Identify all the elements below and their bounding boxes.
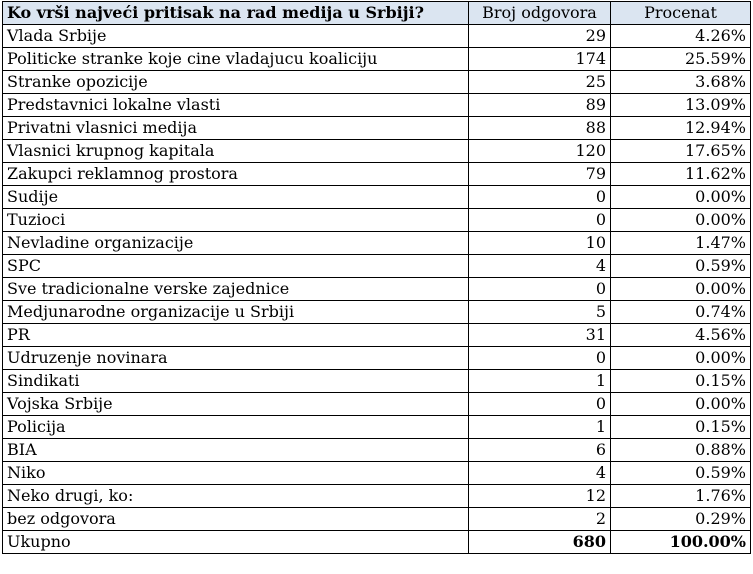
row-label: BIA	[3, 439, 469, 462]
row-count: 0	[469, 393, 611, 416]
row-count: 88	[469, 117, 611, 140]
row-percent: 0.15%	[611, 370, 751, 393]
row-label: Predstavnici lokalne vlasti	[3, 94, 469, 117]
row-percent: 11.62%	[611, 163, 751, 186]
row-label: Vlada Srbije	[3, 25, 469, 48]
row-count: 1	[469, 416, 611, 439]
row-count: 1	[469, 370, 611, 393]
row-percent: 13.09%	[611, 94, 751, 117]
row-label: Politicke stranke koje cine vladajucu koaliciju	[3, 48, 469, 71]
table-row	[3, 209, 751, 232]
row-count: 89	[469, 94, 611, 117]
row-count: 6	[469, 439, 611, 462]
total-count: 680	[469, 531, 611, 554]
row-percent: 0.59%	[611, 462, 751, 485]
header-row	[3, 2, 751, 25]
row-percent: 1.47%	[611, 232, 751, 255]
row-percent: 4.56%	[611, 324, 751, 347]
table-row	[3, 117, 751, 140]
survey-table	[2, 1, 751, 554]
row-count: 10	[469, 232, 611, 255]
row-percent: 17.65%	[611, 140, 751, 163]
row-label: Udruzenje novinara	[3, 347, 469, 370]
total-label: Ukupno	[3, 531, 469, 554]
row-percent: 0.88%	[611, 439, 751, 462]
row-percent: 12.94%	[611, 117, 751, 140]
row-percent: 0.00%	[611, 393, 751, 416]
table-row	[3, 25, 751, 48]
row-count: 12	[469, 485, 611, 508]
table-row	[3, 439, 751, 462]
row-label: Policija	[3, 416, 469, 439]
row-percent: 0.00%	[611, 186, 751, 209]
row-label: Neko drugi, ko:	[3, 485, 469, 508]
table-body	[3, 25, 751, 554]
row-label: Sindikati	[3, 370, 469, 393]
row-label: SPC	[3, 255, 469, 278]
total-row	[3, 531, 751, 554]
row-percent: 4.26%	[611, 25, 751, 48]
row-label: Vojska Srbije	[3, 393, 469, 416]
row-label: Niko	[3, 462, 469, 485]
table-row	[3, 278, 751, 301]
row-label: Vlasnici krupnog kapitala	[3, 140, 469, 163]
table-row	[3, 393, 751, 416]
row-percent: 25.59%	[611, 48, 751, 71]
row-label: bez odgovora	[3, 508, 469, 531]
row-label: Medjunarodne organizacije u Srbiji	[3, 301, 469, 324]
table-row	[3, 140, 751, 163]
row-percent: 0.00%	[611, 278, 751, 301]
row-count: 4	[469, 462, 611, 485]
table-row	[3, 48, 751, 71]
row-count: 79	[469, 163, 611, 186]
row-percent: 1.76%	[611, 485, 751, 508]
table-row	[3, 255, 751, 278]
table-row	[3, 232, 751, 255]
row-label: Stranke opozicije	[3, 71, 469, 94]
table-row	[3, 462, 751, 485]
row-count: 0	[469, 209, 611, 232]
row-count: 2	[469, 508, 611, 531]
count-header: Broj odgovora	[469, 2, 611, 25]
row-count: 0	[469, 278, 611, 301]
row-label: Nevladine organizacije	[3, 232, 469, 255]
row-count: 31	[469, 324, 611, 347]
row-count: 174	[469, 48, 611, 71]
table-row	[3, 347, 751, 370]
row-percent: 0.15%	[611, 416, 751, 439]
row-count: 29	[469, 25, 611, 48]
table-row	[3, 485, 751, 508]
table-row	[3, 416, 751, 439]
table-row	[3, 508, 751, 531]
table-row	[3, 186, 751, 209]
row-percent: 0.00%	[611, 347, 751, 370]
percent-header: Procenat	[611, 2, 751, 25]
row-count: 25	[469, 71, 611, 94]
row-percent: 0.74%	[611, 301, 751, 324]
table-row	[3, 163, 751, 186]
total-percent: 100.00%	[611, 531, 751, 554]
row-label: Privatni vlasnici medija	[3, 117, 469, 140]
table-row	[3, 301, 751, 324]
table-row	[3, 94, 751, 117]
table-row	[3, 324, 751, 347]
row-percent: 3.68%	[611, 71, 751, 94]
row-label: Sve tradicionalne verske zajednice	[3, 278, 469, 301]
table-row	[3, 370, 751, 393]
row-count: 0	[469, 186, 611, 209]
row-percent: 0.59%	[611, 255, 751, 278]
table-header	[3, 2, 751, 25]
question-header: Ko vrši najveći pritisak na rad medija u Srbiji?	[3, 2, 469, 25]
table-row	[3, 71, 751, 94]
row-label: PR	[3, 324, 469, 347]
row-label: Sudije	[3, 186, 469, 209]
row-count: 0	[469, 347, 611, 370]
row-count: 120	[469, 140, 611, 163]
row-count: 5	[469, 301, 611, 324]
row-percent: 0.29%	[611, 508, 751, 531]
row-label: Zakupci reklamnog prostora	[3, 163, 469, 186]
row-percent: 0.00%	[611, 209, 751, 232]
row-count: 4	[469, 255, 611, 278]
row-label: Tuzioci	[3, 209, 469, 232]
